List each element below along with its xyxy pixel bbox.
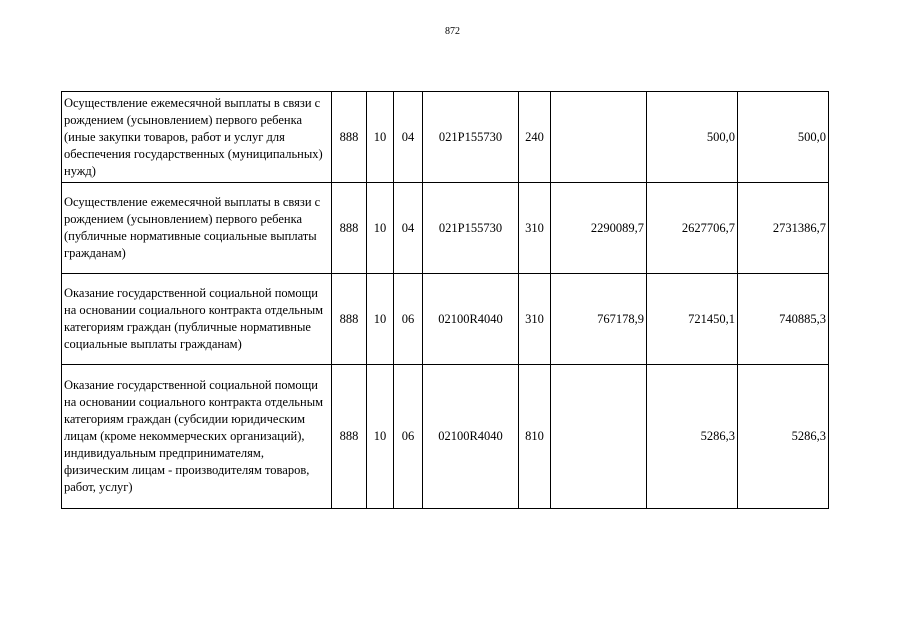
budget-table — [61, 91, 829, 509]
table-row — [62, 183, 829, 274]
expense-type-code: 240 — [519, 92, 551, 183]
amount-year-3: 740885,3 — [738, 274, 829, 365]
subsection-code: 06 — [394, 365, 423, 509]
table-row — [62, 92, 829, 183]
amount-year-2: 500,0 — [647, 92, 738, 183]
page-number: 872 — [445, 26, 460, 37]
subsection-code: 04 — [394, 92, 423, 183]
expense-type-code: 310 — [519, 183, 551, 274]
ministry-code: 888 — [332, 92, 367, 183]
target-article-code: 02100R4040 — [423, 365, 519, 509]
ministry-code: 888 — [332, 274, 367, 365]
amount-year-3: 500,0 — [738, 92, 829, 183]
section-code: 10 — [367, 365, 394, 509]
section-code: 10 — [367, 92, 394, 183]
table-row — [62, 365, 829, 509]
ministry-code: 888 — [332, 365, 367, 509]
amount-year-3: 2731386,7 — [738, 183, 829, 274]
amount-year-1: 767178,9 — [551, 274, 647, 365]
amount-year-3: 5286,3 — [738, 365, 829, 509]
row-description: Оказание государственной социальной помощи на основании социального контракта отдельным категориям граждан (публичные нормативные социальные выплаты гражданам) — [62, 274, 332, 365]
amount-year-1: 2290089,7 — [551, 183, 647, 274]
table-row — [62, 274, 829, 365]
amount-year-2: 721450,1 — [647, 274, 738, 365]
subsection-code: 04 — [394, 183, 423, 274]
ministry-code: 888 — [332, 183, 367, 274]
row-description: Оказание государственной социальной помощи на основании социального контракта отдельным категориям граждан (субсидии юридическим лицам (кроме некоммерческих организаций), индивидуальным предпринимателям, физическим лицам - производителям товаров, работ, услуг) — [62, 365, 332, 509]
expense-type-code: 310 — [519, 274, 551, 365]
section-code: 10 — [367, 183, 394, 274]
amount-year-2: 5286,3 — [647, 365, 738, 509]
amount-year-1 — [551, 92, 647, 183]
target-article-code: 021P155730 — [423, 183, 519, 274]
target-article-code: 02100R4040 — [423, 274, 519, 365]
amount-year-1 — [551, 365, 647, 509]
subsection-code: 06 — [394, 274, 423, 365]
amount-year-2: 2627706,7 — [647, 183, 738, 274]
row-description: Осуществление ежемесячной выплаты в связи с рождением (усыновлением) первого ребенка (иные закупки товаров, работ и услуг для обеспечения государственных (муниципальных) нужд) — [62, 92, 332, 183]
expense-type-code: 810 — [519, 365, 551, 509]
section-code: 10 — [367, 274, 394, 365]
target-article-code: 021P155730 — [423, 92, 519, 183]
row-description: Осуществление ежемесячной выплаты в связи с рождением (усыновлением) первого ребенка (публичные нормативные социальные выплаты гражданам) — [62, 183, 332, 274]
